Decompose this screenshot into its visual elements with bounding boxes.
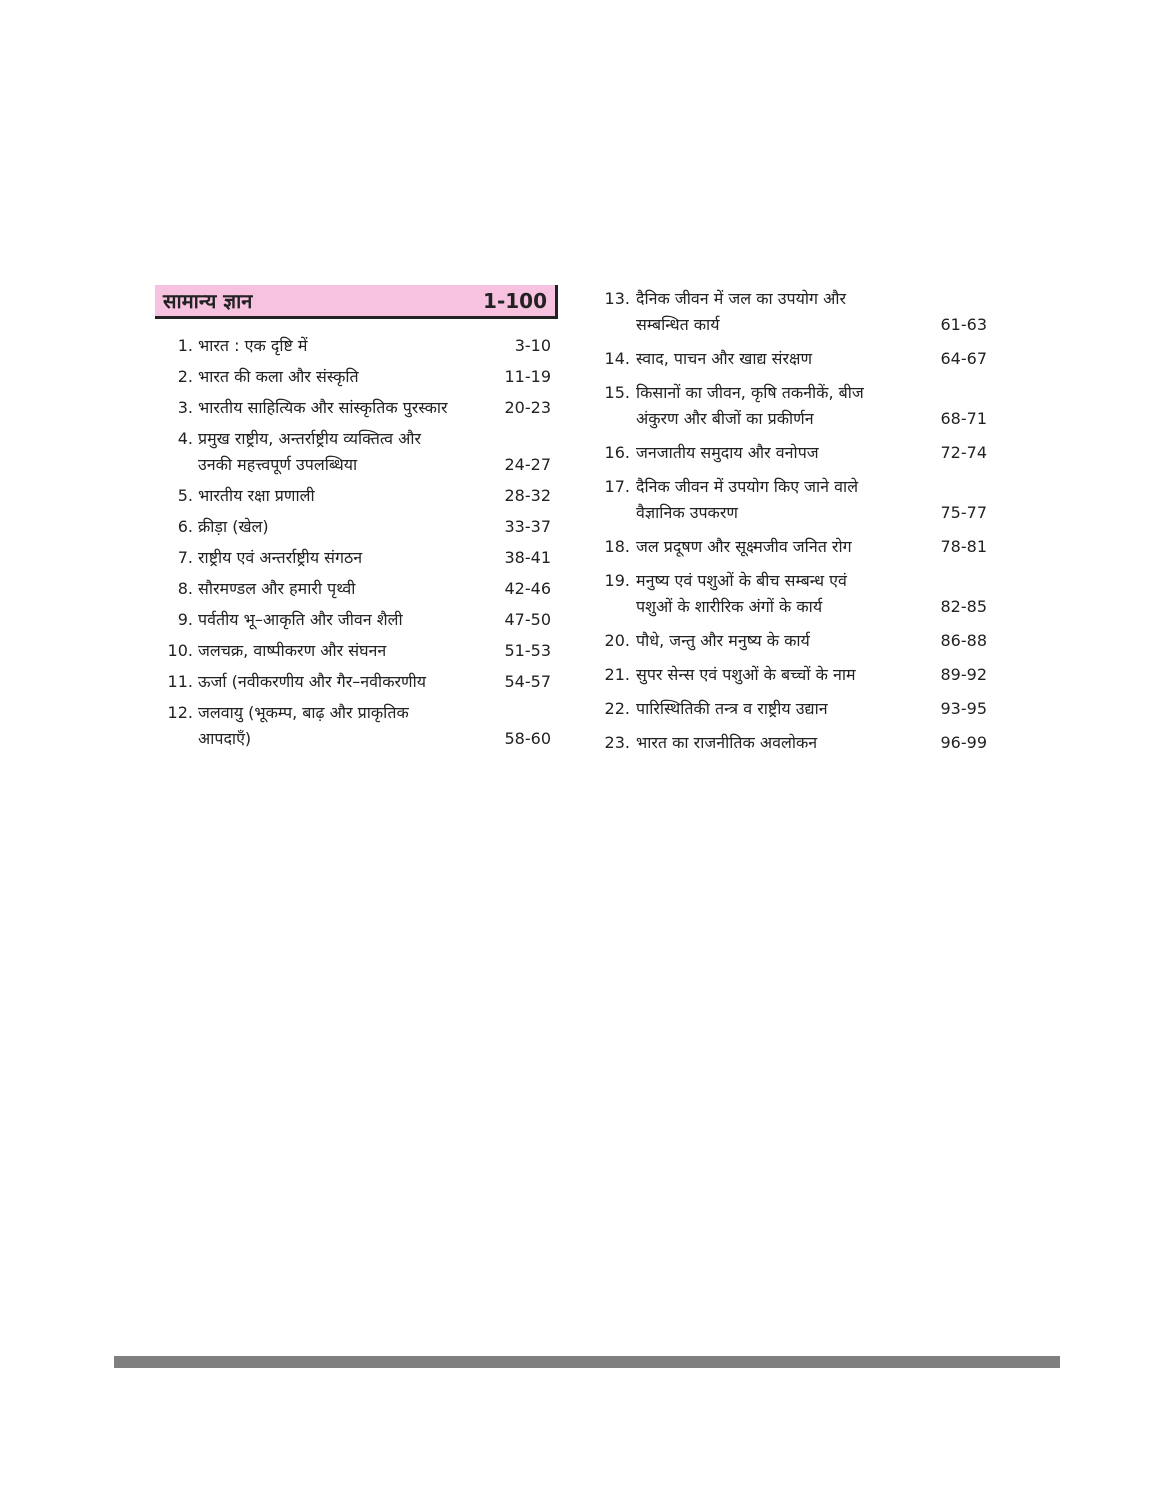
toc-entry-number: 22. [604, 699, 630, 718]
toc-entry-pages: 54-57 [504, 672, 551, 691]
toc-entry-title: स्वाद, पाचन और खाद्य संरक्षण [636, 349, 813, 368]
toc-entry-title: पारिस्थितिकी तन्त्र व राष्ट्रीय उद्यान [636, 699, 828, 718]
toc-entry-title: भारत का राजनीतिक अवलोकन [636, 733, 818, 752]
toc-entry-number: 15. [604, 383, 630, 402]
toc-entry-title: दैनिक जीवन में उपयोग किए जाने वाले वैज्ञानिक उपकरण [636, 477, 859, 522]
toc-entry-number: 2. [177, 367, 193, 386]
toc-entry-title: भारतीय रक्षा प्रणाली [198, 486, 315, 505]
toc-entry-pages: 24-27 [504, 455, 551, 474]
toc-entry-number: 12. [167, 703, 193, 722]
toc-entry-number: 14. [604, 349, 630, 368]
toc-entry-pages: 47-50 [504, 610, 551, 629]
toc-entry-pages: 58-60 [504, 729, 551, 748]
toc-entry-pages: 72-74 [940, 443, 987, 462]
toc-entry-number: 9. [177, 610, 193, 629]
toc-entry-title: सौरमण्डल और हमारी पृथ्वी [198, 579, 356, 598]
toc-entry-title: जल प्रदूषण और सूक्ष्मजीव जनित रोग [636, 537, 852, 556]
toc-entry-pages: 28-32 [504, 486, 551, 505]
toc-entry-pages: 38-41 [504, 548, 551, 567]
toc-entry-title: भारत की कला और संस्कृति [198, 367, 359, 386]
toc-entry-number: 6. [177, 517, 193, 536]
toc-entry-number: 1. [177, 336, 193, 355]
toc-entry-pages: 20-23 [504, 398, 551, 417]
toc-entry-title: जलवायु (भूकम्प, बाढ़ और प्राकृतिक आपदाएँ) [198, 703, 409, 748]
toc-entry-number: 4. [177, 429, 193, 448]
toc-entry-pages: 42-46 [504, 579, 551, 598]
toc-entry-number: 11. [167, 672, 193, 691]
toc-entry-pages: 51-53 [504, 641, 551, 660]
toc-entry-pages: 89-92 [940, 665, 987, 684]
toc-entry-number: 5. [177, 486, 193, 505]
section-page-range: 1-100 [483, 289, 547, 313]
toc-entry-pages: 68-71 [940, 409, 987, 428]
toc-entry-pages: 96-99 [940, 733, 987, 752]
toc-entry-pages: 61-63 [940, 315, 987, 334]
toc-entry-number: 23. [604, 733, 630, 752]
toc-entry-number: 18. [604, 537, 630, 556]
toc-entry-number: 7. [177, 548, 193, 567]
toc-entry-title: जलचक्र, वाष्पीकरण और संघनन [198, 641, 387, 660]
footer-divider-bar [114, 1356, 1060, 1368]
toc-entry-pages: 64-67 [940, 349, 987, 368]
toc-entry-title: प्रमुख राष्ट्रीय, अन्तर्राष्ट्रीय व्यक्तित्व और उनकी महत्त्वपूर्ण उपलब्धिया [198, 429, 422, 474]
toc-entry-number: 20. [604, 631, 630, 650]
toc-entry-pages: 11-19 [504, 367, 551, 386]
toc-entry-title: दैनिक जीवन में जल का उपयोग और सम्बन्धित कार्य [636, 289, 847, 334]
toc-entry-title: भारत : एक दृष्टि में [198, 336, 308, 355]
toc-entry-title: किसानों का जीवन, कृषि तकनीकें, बीज अंकुरण और बीजों का प्रकीर्णन [636, 383, 864, 428]
toc-entry-pages: 82-85 [940, 597, 987, 616]
section-title: सामान्य ज्ञान [163, 289, 253, 313]
toc-entry-pages: 33-37 [504, 517, 551, 536]
toc-entry-pages: 93-95 [940, 699, 987, 718]
toc-entry-pages: 75-77 [940, 503, 987, 522]
section-header [155, 285, 558, 319]
toc-entry-title: क्रीड़ा (खेल) [198, 517, 269, 536]
toc-entry-number: 21. [604, 665, 630, 684]
toc-entry-title: जनजातीय समुदाय और वनोपज [636, 443, 819, 462]
toc-entry-title: पौधे, जन्तु और मनुष्य के कार्य [636, 631, 810, 650]
toc-entry-number: 17. [604, 477, 630, 496]
toc-entry-number: 13. [604, 289, 630, 308]
toc-entry-pages: 86-88 [940, 631, 987, 650]
toc-entry-number: 3. [177, 398, 193, 417]
toc-entry-number: 19. [604, 571, 630, 590]
toc-entry-title: भारतीय साहित्यिक और सांस्कृतिक पुरस्कार [198, 398, 448, 417]
toc-entry-title: ऊर्जा (नवीकरणीय और गैर–नवीकरणीय [198, 672, 427, 691]
toc-entry-title: राष्ट्रीय एवं अन्तर्राष्ट्रीय संगठन [198, 548, 363, 567]
toc-entry-title: पर्वतीय भू–आकृति और जीवन शैली [198, 610, 403, 629]
toc-entry-number: 16. [604, 443, 630, 462]
toc-entry-pages: 3-10 [514, 336, 551, 355]
toc-entry-pages: 78-81 [940, 537, 987, 556]
toc-entry-number: 10. [167, 641, 193, 660]
toc-entry-title: मनुष्य एवं पशुओं के बीच सम्बन्ध एवं पशुओं के शारीरिक अंगों के कार्य [636, 571, 847, 616]
toc-entry-title: सुपर सेन्स एवं पशुओं के बच्चों के नाम [636, 665, 856, 684]
toc-entry-number: 8. [177, 579, 193, 598]
